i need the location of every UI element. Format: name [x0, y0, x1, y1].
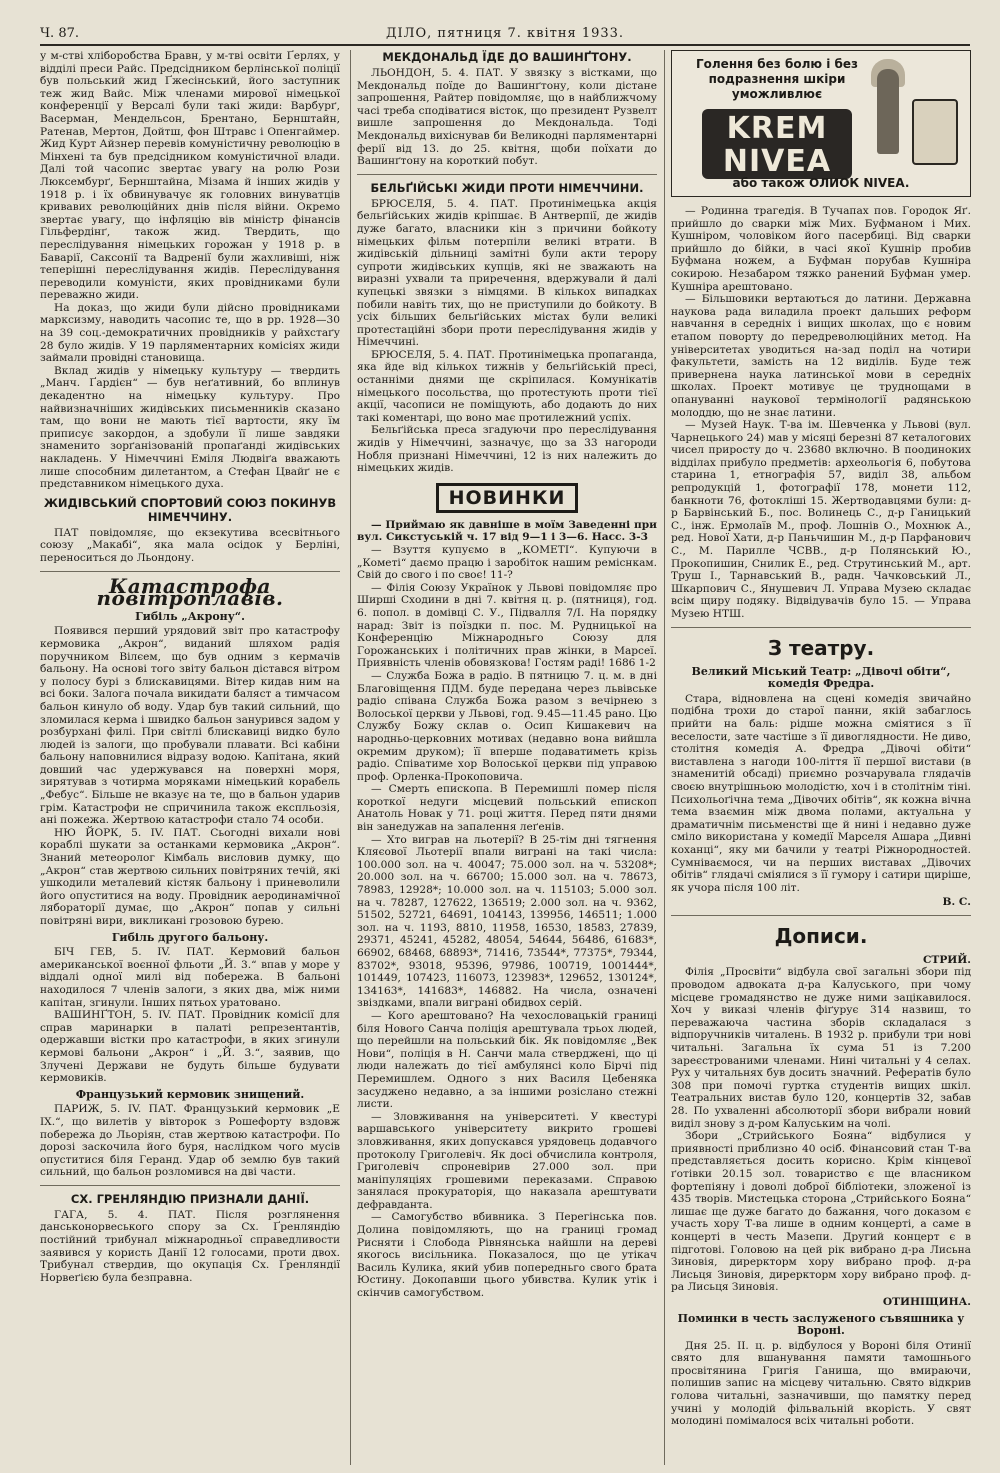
- subheadline-memorial: Поминки в честь заслуженого съвяшника у Вороні.: [677, 1311, 965, 1338]
- ad-tagline: Голення без болю і без подразнення шкіри уможливлює: [696, 57, 858, 101]
- review-signature: В. С.: [942, 896, 971, 909]
- headline-greenland: СХ. ГРЕНЛЯНДІЮ ПРИЗНАЛИ ДАНІЇ.: [70, 1191, 310, 1206]
- article-text: БІЧ ГЕВ, 5. IV. ПАТ. Кермовий бальон американської воєнної фльоти „Й. 3.“ впав у море у віддалі одної милі від побережа. В бальоні находилося 7 членів залоги, з яких два, між ними капітан, згинули. Інших пятьох уратовано.: [40, 946, 340, 1009]
- cream-jar-icon: [912, 99, 958, 165]
- headline-macdonald: МЕКДОНАЛЬД ЇДЕ ДО ВАШИНҐТОНУ.: [382, 50, 632, 64]
- divider: [40, 1185, 340, 1186]
- article-text: БРЮСЕЛЯ, 5. 4. ПАТ. Протинімецька акція бельґійських жидів кріпшає. В Антверпії, де жидів дуже багато, власники кін з причини бойкоту німецьких фільм потерпіли великі втрати. В жидівській дільниці замітні були акти терору супроти жидівських купців, які не зважають на виразні ухвали та приречення, вдержували й далі купецькі звязки з німцями. В кількох випадках побили навіть тих, що не приступили до бойкоту. В усіх більших бельґійських містах були великі протестаційні збори проти переслідування жидів у Німеччині.: [357, 197, 657, 349]
- headline-airship-catastrophe: Катастрофа повітроплавів.: [96, 573, 284, 611]
- news-item: — Родинна трагедія. В Тучапах пов. Городок Яґ. прийшло до сварки між Мих. Буфманом і Мих. Кушніром, чоловіком його пасербиці. Від сварки прийшло до бійки, в часі якої Кушнір пробив Буфмана ножем, а Буфман порубав Кушніра сокирою. Незабаром тяжко ранений Буфман умер. Кушніра арештовано.: [671, 205, 971, 293]
- issue-number: Ч. 87.: [40, 25, 79, 41]
- news-banner: [357, 483, 657, 513]
- nivea-logo: [702, 109, 852, 179]
- correspondence-text: Філія „Просвіти“ відбула свої загальні збори під проводом адвоката д-ра Калуського, при чому місцеве громадянство не дуже ними зацікавилося. Хоч у виказі членів фіґурує 314 назвиш, то переважаюча частина зборів складалася з відпоручників читалень. В 1932 р. прибули три нові читальні. Загальна їх сума 51 із 7.200 зареєстрованими членами. Нині читальні у 4 селах. Рух у читальнях був досить значний. Рефератів було 308 при помочі гуртка студентів вищих шкіл. Театральних вистав було 120, концертів 32, забав 28. По ухваленні абсолюторії збори вибрали новий виділ знову з д-ром Калуським на чолі.: [671, 966, 971, 1130]
- subheadline-second-balloon: Гибіль другого бальону.: [111, 930, 269, 944]
- headline-belgian-jews: БЕЛЬҐІЙСЬКІ ЖИДИ ПРОТИ НІМЕЧЧИНИ.: [370, 180, 644, 195]
- column-2: [350, 50, 657, 1465]
- article-text: Бельґійська преса згадуючи про переслідування жидів у Німеччині, зазначує, що за 33 нагороди Нобля признані Німеччині, 12 із них належить до німецьких жидів.: [357, 424, 657, 475]
- news-item: — Служба Божа в радіо. В пятницю 7. ц. м. в дні Благовіщення ПДМ. буде передана через львівське радіо співана Служба Божа разом з вечірнею з Волоської церкви у Львові, год. 9.45—11.45 рано. Цю Службу Божу склав о. Осип Кишакевич на народньо-церковних мотивах (недавно вона вийшла окремим друком); її вперше подаватиметь крізь радіо. Співатиме хор Волоської церкви під управою проф. Орленка-Прокоповича.: [357, 669, 657, 783]
- subheadline-akron: Гибіль „Акрону“.: [135, 609, 245, 623]
- news-item: — Кого арештовано? На чехословацькій границі біля Нового Санча поліція арештувала трьох людей, що перейшли на польський бік. Як повідомляє „Век Нови“, поліція в Н. Санчи мала стверджені, що ці люди належать до тієї амбулянсі коло Бірчі під Перемишлем. Одного з них Василя Цебеняка засуджено недавно, а за іншими розіслано стежні листи.: [357, 1009, 657, 1111]
- headline-jewish-sport-union: ЖИДІВСЬКИЙ СПОРТОВИЙ СОЮЗ ПОКИНУВ НІМЕЧЧИНУ.: [43, 495, 337, 524]
- shaving-brush-handle-icon: [877, 69, 899, 154]
- correspondence-text: Збори „Стрийського Бояна“ відбулися у приявності приблизно 40 осіб. Фінансовий стан Т-ва представляється досить корисно. Крім кінцевої ґотівки 20.15 зол. товариство є ще власником фортепіяну і доволі доброї бібліотеки, зложеної із 435 творів. Мистецька сторона „Стрийського Бояна“ лишає ще дуже багато до бажання, чого доказом є участь хору Т-ва лише в одним концерті, а саме в концерті в честь Мазепи. Другий концерт є в підготові. Головою на цей рік вибрано д-ра Лисьна Зиновія, диреркторм хору вибрано проф. д-ра Лисьця Зиновія, диреркторм хору вибрано проф. д-ра Лисьця Зиновія.: [671, 1130, 971, 1294]
- divider: [671, 915, 971, 916]
- article-text: ЛЬОНДОН, 5. 4. ПАТ. У звязку з вістками, що Мекдональд поїде до Вашинґтону, коли дістане запрошення, Райтер повідомляє, що в найближчому часі треба сподіватися вісток, що президент Рузвелт вишле запрошення до Мекдональда. Тоді Мекдональд вихіснував би Великодні парляментарні ферії від 13. до 25. квітня, щоби поїхати до Вашинґтону на короткий побут.: [357, 67, 657, 168]
- subheadline-theatre: Великий Міський Театр: „Дівочі обіти“, комедія Фредра.: [691, 664, 951, 691]
- news-item: — Самогубство вбивника. З Перегінська пов. Долина повідомляють, що на границі громад Рисняти і Слобода Рівнянська найшли на дереві якогось висільника. Показалося, що це утікач Василь Кулика, який убив попередньго свого брата Юстину. Докопавши цього убивства. Кулик утік і скінчив самогубством.: [357, 1211, 657, 1300]
- news-banner-title: НОВИНКИ: [436, 483, 579, 513]
- news-item: — Зловживання на університеті. У квестурі варшавського університету викрито грошеві зловживання, яких допускався урядовець додавчого протоколу Григолевіч. Як досі обчислила контроля, Григолевіч спроневірив 27.000 зол. при маніпуляціях грошевими переказами. Справою занялася прокураторія, що наказала арештувати дефравданта.: [357, 1110, 657, 1211]
- masthead: ДІЛО, пятниця 7. квітня 1933.: [385, 25, 625, 41]
- news-item: — Хто виграв на льотерії? В 25-тім дні тягнення Кляєової Льотерії впали виграні на такі числа: 100.000 зол. на ч. 40047; 75.000 зол. на ч. 53208*; 20.000 зол. на ч. 66700; 15.000 зол. на ч. 78673, 78983, 12928*; 10.000 зол. на ч. 115103; 5.000 зол. на ч. 78287, 127622, 136519; 2.000 зол. на ч. 9362, 51502, 52721, 64691, 104143, 139956, 146511; 1.000 зол. на ч. 1193, 8810, 11958, 16530, 18583, 27839, 29371, 45241, 45282, 48054, 54644, 56486, 61683*, 66902, 68468, 68893*, 71416, 73544*, 77375*, 79344, 83702*, 93018, 95396, 97986, 100719, 1001444*, 101449, 107423, 116073, 123983*, 129652, 130124*, 134163*, 141683*, 146882. На числа, означені звіздками, впали виграні обидвох серій.: [357, 833, 657, 1010]
- dateline-stryi: СТРИЙ.: [923, 953, 971, 966]
- dateline-otynia: ОТИНІЩИНА.: [882, 1295, 971, 1308]
- article-text: ПАТ повідомляє, що екзекутива всесвітнього союзу „Макабі“, яка мала осідок у Берліні, переноситься до Льондону.: [40, 526, 340, 564]
- correspondence-text: Дня 25. II. ц. р. відбулося у Вороні біля Отинії свято для вшанування памяти тамошнього просвітянина Григія Ганиша, що вмираючи, полишив запис на місцеву читальню. Свято відкрив голова читальні, зазначивши, що памятку перед учині у молодій фільвальній вкорість. У свят молодині помімалося всіх читальні роботи.: [671, 1339, 971, 1428]
- news-item: — Більшовики вертаються до латини. Державна наукова рада виладила проект дальших реформ навчання в середніх і вищих школах, що є новим етапом поворту до передреволюційних метод. На університетах уводиться на-зад поділ на чотири факультети, замість на 12 виділів. Буде теж привернена наука латинської мови в середніх школах. Проект мотивує це труднощами в опануванні наукової термінології радянською молоддю, що не знає латини.: [671, 293, 971, 419]
- article-text: ВАШИНҐТОН, 5. IV. ПАТ. Провідник комісії для справ маринарки в палаті репрезентантів, одержавши вістки про катастрофи, в яких згинули кермові бальони „Акрон“ і „Й. 3.“, заявив, що Злучені Держави не будуть більше будувати кермовиків.: [40, 1009, 340, 1085]
- divider: [357, 174, 657, 175]
- divider: [40, 571, 340, 572]
- notice: — Філія Союзу Українок у Львові повідомляє про Ширші Сходини в дні 7. квітня ц. р. (пятниця), год. 6. попол. в домівці С. У., Підвалля 7/I. На порядку нарад: Звіт із поїздки п. пос. М. Рудницької на Конференцію Міжнародньго Союзу для Горожанських і політичних прав жінки, в Марсеї. Приявність членів обовязкова! Гостям раді! 1686 1-2: [357, 581, 657, 670]
- article-text: БРЮСЕЛЯ, 5. 4. ПАТ. Протинімецька пропаганда, яка йде від кількох тижнів у бельґійській пресі, останніми днями ще скріпилася. Комунікатів німецького посольства, що протестують проти тієї акції, часописи не поміщують, або додають до них такі коментарі, що воно має протилежний успіх.: [357, 348, 657, 424]
- page-header: [40, 22, 970, 46]
- nivea-advertisement: [671, 50, 971, 197]
- news-item: — Смерть епископа. В Перемишлі помер після короткої недуги місцевий польський епископ Анатоль Новак у 71. році життя. Перед пяти днями він занедужав на запалення леґенів.: [357, 783, 657, 834]
- logo-word-2: NIVEA: [722, 144, 832, 179]
- divider: [671, 627, 971, 628]
- ad-footer: або також ОЛИОК NIVEA.: [732, 176, 910, 191]
- headline-correspondence: Дописи.: [774, 923, 868, 948]
- news-item: — Музей Наук. Т-ва ім. Шевченка у Львові (вул. Чарнецького 24) мав у місяці березні 87 кеталогових чисел приросту до ч. 23680 включно. В поодиноких відділах прибуло предметів: археольогія 6, побутова старина 1, етнографія 57, виділ 38, альбом репродукцій 1, фотографії 178, монети 112, банкноти 76, фотокліші 15. Жертводавцями були: д-р Барвінський Б., пос. Волинець С., д-р Ганицький С., інж. Ермолаїв М., проф. Лошнів О., Мохнюк А., ред. Нової Хати, д-р Паньчишин М., д-р Парфанович С., М. Парилле ЧСВВ., д-р Полянський Ю., Прокопишин, Снилик Е., ред. Струтинський М., арт. Труш І., Тарнавський В., радн. Чачковський Л., Шкарпович С., Янушевич Л. Управа Музею складає всім щиру подяку. Відвідувачів було 15. — Управа Музею НТШ.: [671, 419, 971, 620]
- column-1: [40, 50, 340, 1465]
- article-text: Вклад жидів у німецьку культуру — твердить „Манч. Ґардієн“ — був неґативний, бо вплинув декадентно на німецьку культуру. Про найвизначніших жидівських письменників сказано там, що вони не мають тієї вартости, яку їм приписує закордон, а здобули її лише завдяки знаменито зорґанізованій пропаґанді жидівських накладень. У Німеччині Еміля Людвіґа вважають лише способним дилетантом, а Стефан Цвайґ не є представником німецького духа.: [40, 364, 340, 491]
- article-text: Появився перший урядовий звіт про катастрофу кермовика „Акрон“, виданий шляхом радія поручником Вілєем, що був одним з кермачів бальону. На основі того звіту бальон дістався вітром у полосу бурі з блискавицями. Вітер кидав ним на всі боки. Залога почала викидати баляст а тимчасом бальон кинуло об воду. Удар був такий сильний, що зломилася керма і швидко бальон занурився задом у розбурхані филі. При світлі блискавиці видко було людей із залоги, що пробували плавати. Всі кабіни бальону наповнилися відразу водою. Капітана, який довший час удержувався на поверхні моря, зирятував з чотирма моряками німецький корабель „Фебус“. Більше не вказує на те, що в бальон ударив грім. Катастрофи не спричинила також експльозія, ані пожежа. Жертвою катастрофи стало 74 особи.: [40, 625, 340, 827]
- article-text: ПАРИЖ, 5. IV. ПАТ. Французький кермовик „Е IX.“, що вилетів у вівторок з Рошефорту вздовж побережа до Льоріян, став жертвою катастрофи. По дорозі заскочила його буря, наслідком чого мусів опуститися біля Геранд. Удар об землю був такий сильний, що бальон розломився на дві части.: [40, 1103, 340, 1179]
- article-text: НЮ ЙОРК, 5. IV. ПАТ. Сьогодні вихали нові кораблі шукати за останками кермовика „Акрон“. Знаний метеоролог Кімбаль висловив думку, що „Акрон“ став жертвою сильних повітряних течій, які ушкодили металевий кістяк бальону і приневолили його опуститися на воду. Провідник аеродинамічної лябораторії думає, що „Акрон“ попав у сильні повітряні вири, викликані грозовою бурею.: [40, 826, 340, 927]
- article-text: На доказ, що жиди були дійсно провідниками марксизму, наводить часопис те, що в рр. 1928—30 на 39 соц.-демократичних провідників у райхстаґу 28 було жидів. У 19 парляментарних комісіях жиди займали провідні становища.: [40, 301, 340, 365]
- article-text: у м-стві хліборобства Бравн, у м-тві освіти Ґерлях, у відділі преси Райс. Предсідником берлінської поліції був польський жид Ґжесінський, його заступник теж жид Вайс. Між членами мирової німецької конференції у Версалі були такі жиди: Варбурґ, Васерман, Мендельсон, Брентано, Бернштайн, Ратенав, Мертон, Дойтш, фон Штравс і Опенгаймер. Жид Курт Айзнер перевів комуністичну революцію в Мінхені та був предсідником комуністичної влади. Далі той часопис звертає увагу на ролю Рози Люксембурґ, Бернштайна, Мізама й інших жидів у 1918 р. і їх обвинувачує як головних винуватців кривавих революційних днів після війни. Окремо звертає увагу, що інфляцію вів міністр фінансів Гільфердінґ, також жид. Твердить, що переслідування німецьких горожан у 1918 р. в Баварії, Саксонії та Вадренії були жахливіші, ніж теперішні переслідування жидів. Переслідування переводили комуністи, яких провідниками були переважно жиди.: [40, 50, 340, 302]
- column-3: [664, 50, 971, 1465]
- subheadline-french-airship: Французький кермовик знищений.: [75, 1087, 305, 1101]
- notice: — Приймаю як давніше в моїм Заведенні при вул. Сикстуській ч. 17 від 9—1 і 3—6. Насс. 3-3: [357, 518, 657, 544]
- logo-word-1: KREM: [726, 111, 828, 146]
- article-text: ГАГА, 5. 4. ПАТ. Після розглянення данськонорвеського спору за Сх. Ґренляндію постійний трибунал міжнародньої справедливости заявився у користь Данії 12 голосами, проти двох. Трибунал ствердив, що окупація Сх. Ґренляндії Норвеґією була безправна.: [40, 1208, 340, 1284]
- review-text: Стара, відновлена на сцені комедія звичайно подібна трохи до старої панни, якій забаглось прийти на баль: рідше можна сміятися з її веселости, зате частіше з її дивоглядности. Не диво, столітня комедія А. Фредра „Дівочі обіти“ виставлена з нагоди 100-ліття її першої вистави (в знаменитій обсаді) приємно розчарувала глядачів своєю внутрішньою молодістю, хоч і в столітнім тіні. Психольоґічна тема „Дівочих обітів“, як кожна вічна тема взаємин між двома полами, актуальна у драматичнім письменстві ще й нині і недавно дуже сміло використана у комедії Марселя Ашара „Дивні коханці“, яку ми бачили у театрі Ріжнородностей. Сумніваємося, чи на перших виставах „Дівочих обітів“ глядачі сміялися з її гумору і сатири щиріше, як учора після 100 літ.: [671, 692, 971, 894]
- headline-theatre: З театру.: [767, 635, 875, 660]
- notice: — Взуття купуємо в „КОМЕТІ“. Купуючи в „Кометі“ даємо працю і заробіток нашим реміснкам. Свій до свого і по своє! 11-?: [357, 544, 657, 582]
